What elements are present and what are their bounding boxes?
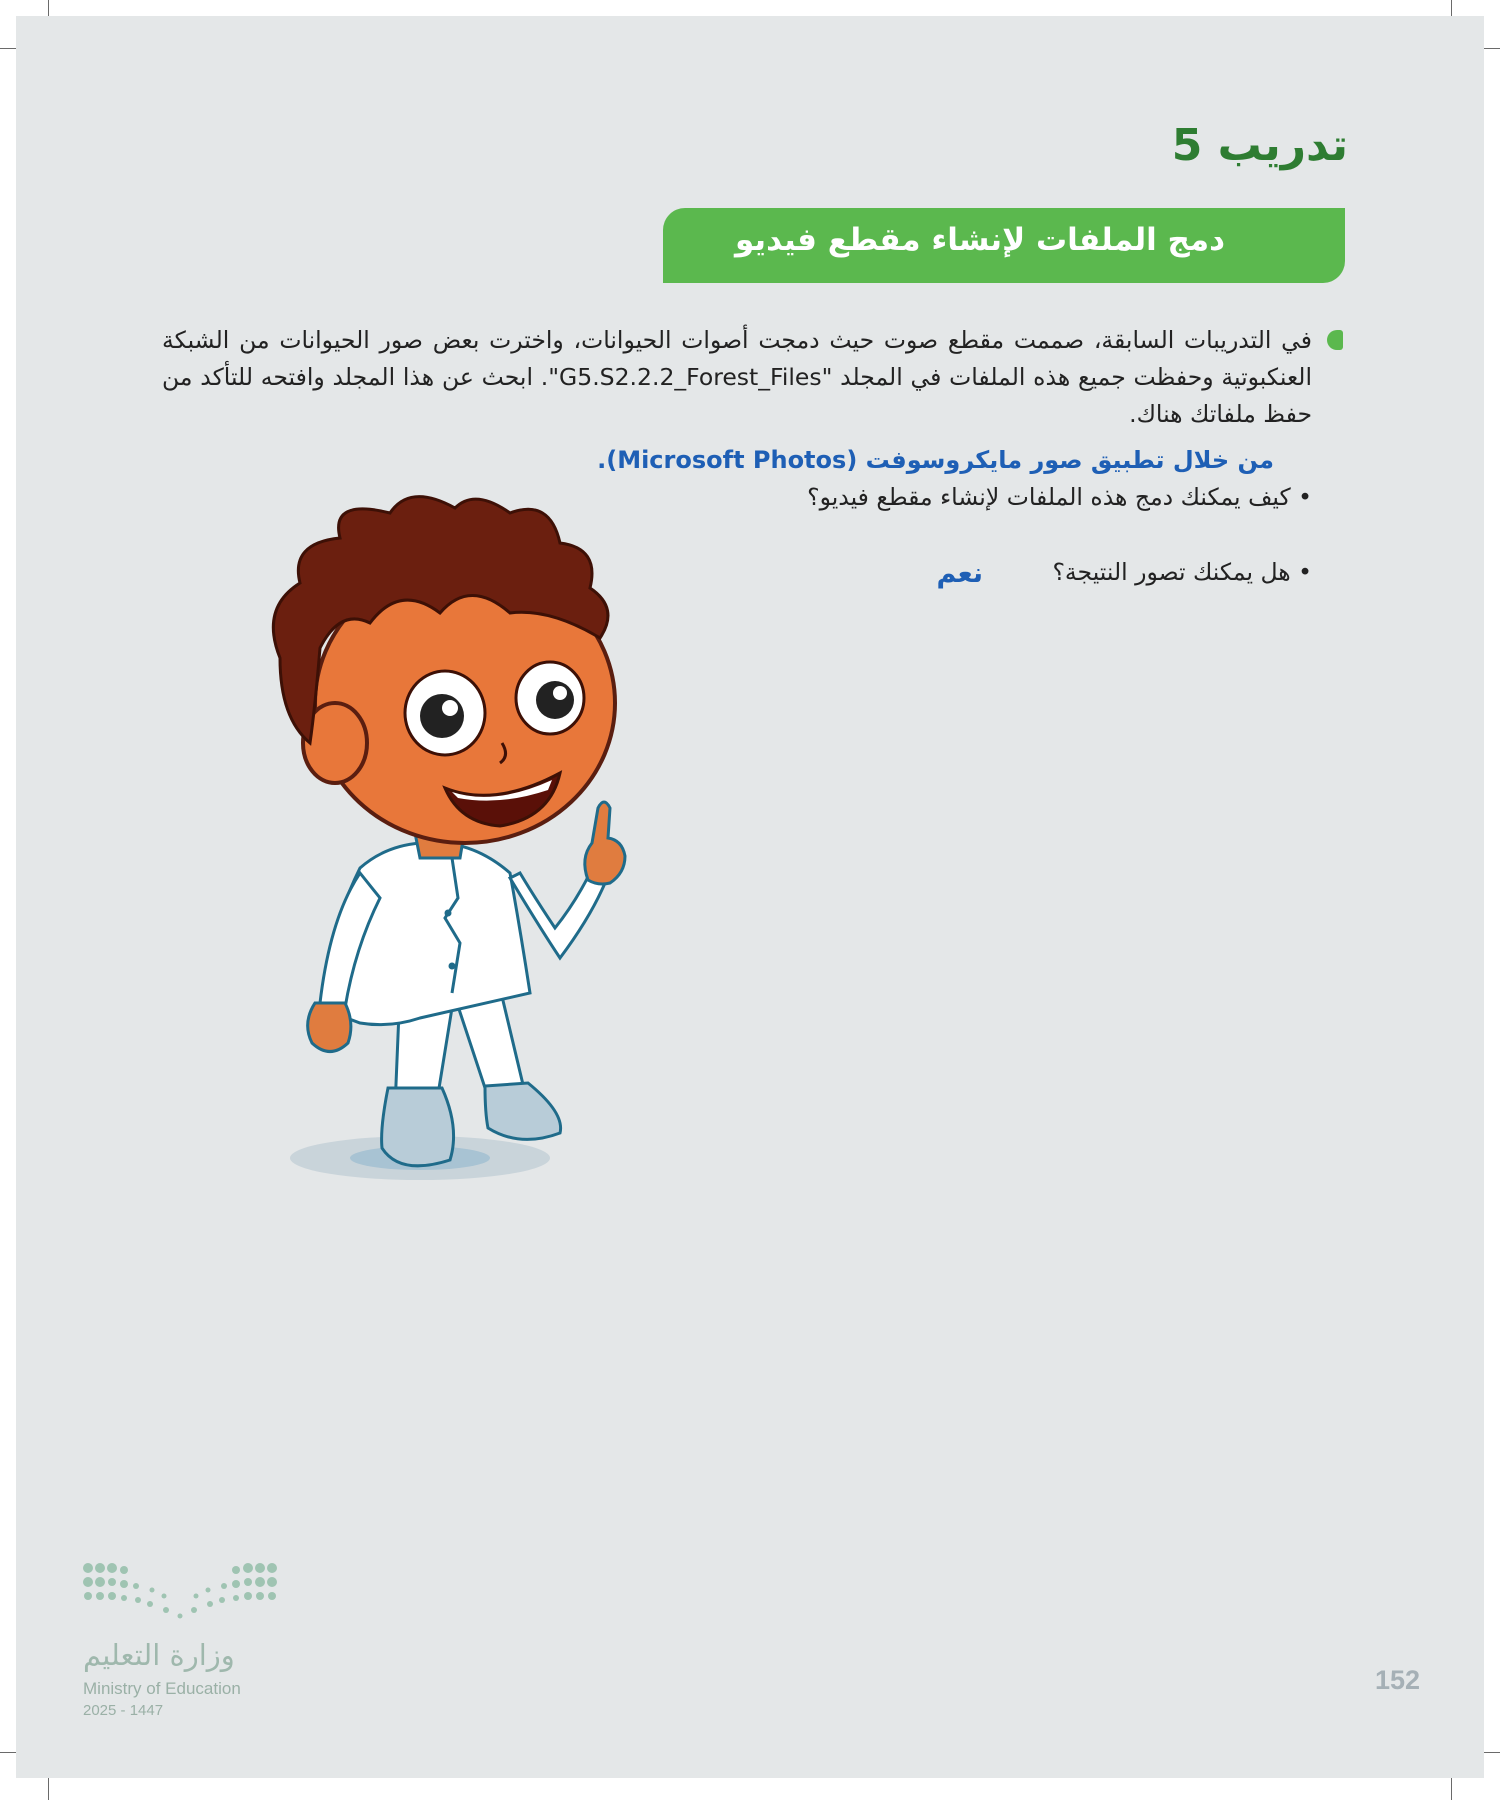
- exercise-title: تدريب 5: [1171, 120, 1348, 171]
- edition-year: 2025 - 1447: [83, 1702, 164, 1719]
- intro-paragraph: في التدريبات السابقة، صممت مقطع صوت حيث دمجت أصوات الحيوانات، واخترت بعض صور الحيوانات من الشبكة العنكبوتية وحفظت جميع هذه الملفات في المجلد "G5.S2.2.2_Forest_Files". ابحث عن هذا المجلد وافتحه للتأكد من حفظ ملفاتك هناك.: [162, 326, 1312, 428]
- boy-character-illustration: [220, 488, 720, 1208]
- ministry-name-english: Ministry of Education: [83, 1679, 241, 1698]
- answer-text-1: من خلال تطبيق صور مايكروسوفت (Microsoft Photos).: [597, 446, 1274, 474]
- bullet-marker-icon: [1327, 330, 1343, 350]
- page-number: 152: [1375, 1665, 1421, 1695]
- question-1: • كيف يمكنك دمج هذه الملفات لإنشاء مقطع فيديو؟: [807, 483, 1312, 511]
- heading-bar: [663, 208, 1345, 283]
- question-2: • هل يمكنك تصور النتيجة؟: [1052, 558, 1312, 586]
- answer-text-2: نعم: [936, 558, 983, 589]
- ministry-name-arabic: وزارة التعليم: [83, 1638, 235, 1672]
- ministry-logo-icon: [80, 1560, 280, 1620]
- heading-text: دمج الملفات لإنشاء مقطع فيديو: [735, 222, 1225, 258]
